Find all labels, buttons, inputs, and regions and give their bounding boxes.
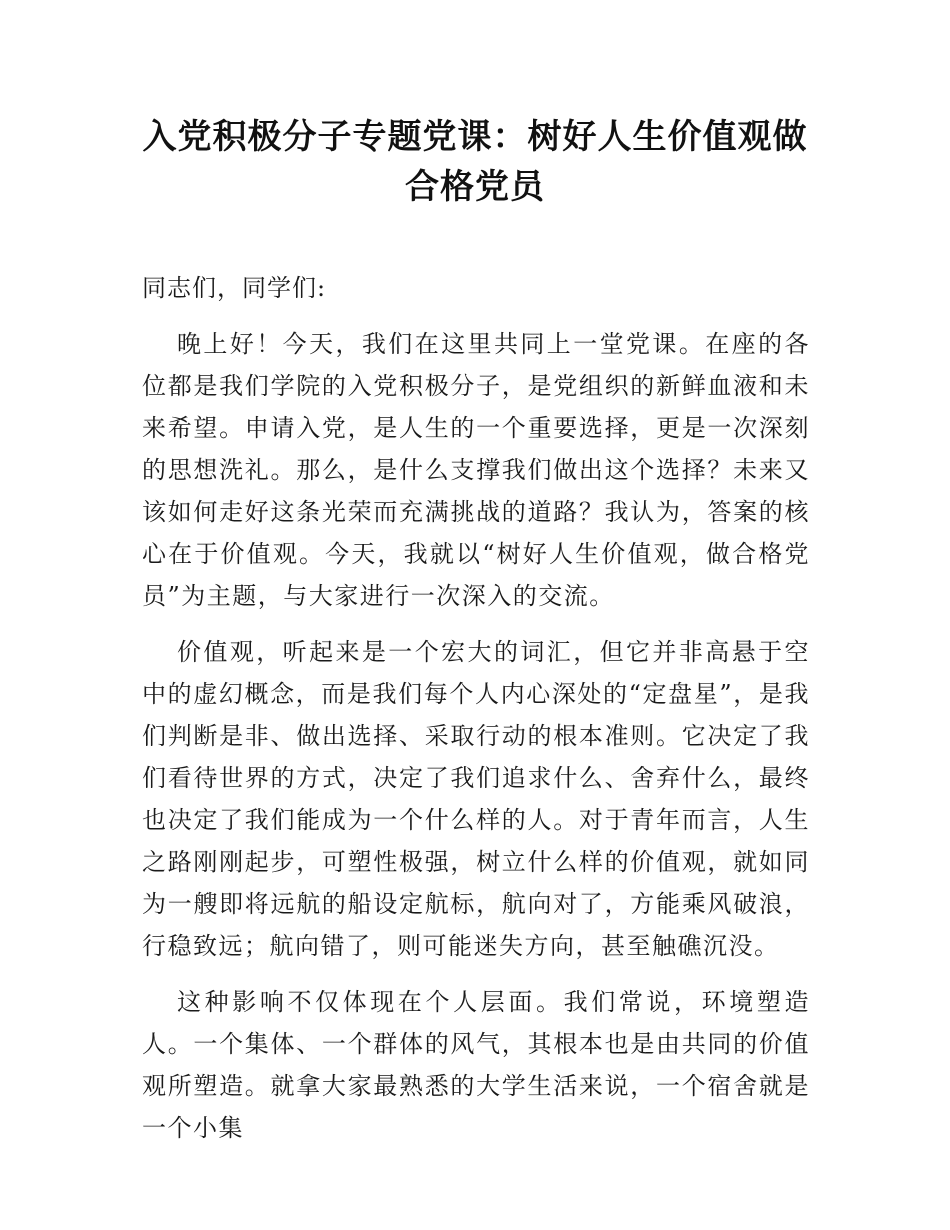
document-title: 入党积极分子专题党课：树好人生价值观做合格党员 <box>142 117 808 207</box>
greeting: 同志们，同学们: <box>142 274 327 302</box>
paragraph-3: 这种影响不仅体现在个人层面。我们常说，环境塑造人。一个集体、一个群体的风气，其根本也是由共同的价值观所塑造。就拿大家最熟悉的大学生活来说，一个宿舍就是一个小集 <box>142 988 810 1142</box>
paragraph-2: 价值观，听起来是一个宏大的词汇，但它并非高悬于空中的虚幻概念，而是我们每个人内心深处的“定盘星”，是我们判断是非、做出选择、采取行动的根本准则。它决定了我们看待世界的方式，决定了我们追求什么、舍弃什么，最终也决定了我们能成为一个什么样的人。对于青年而言，人生之路刚刚起步，可塑性极强，树立什么样的价值观，就如同为一艘即将远航的船设定航标，航向对了，方能乘风破浪，行稳致远；航向错了，则可能迷失方向，甚至触礁沉没。 <box>142 638 810 960</box>
paragraph-1: 晚上好！今天，我们在这里共同上一堂党课。在座的各位都是我们学院的入党积极分子，是党组织的新鲜血液和未来希望。申请入党，是人生的一个重要选择，更是一次深刻的思想洗礼。那么，是什么支撑我们做出这个选择？未来又该如何走好这条光荣而充满挑战的道路？我认为，答案的核心在于价值观。今天，我就以“树好人生价值观，做合格党员”为主题，与大家进行一次深入的交流。 <box>142 330 810 610</box>
document-body <box>142 267 810 1149</box>
